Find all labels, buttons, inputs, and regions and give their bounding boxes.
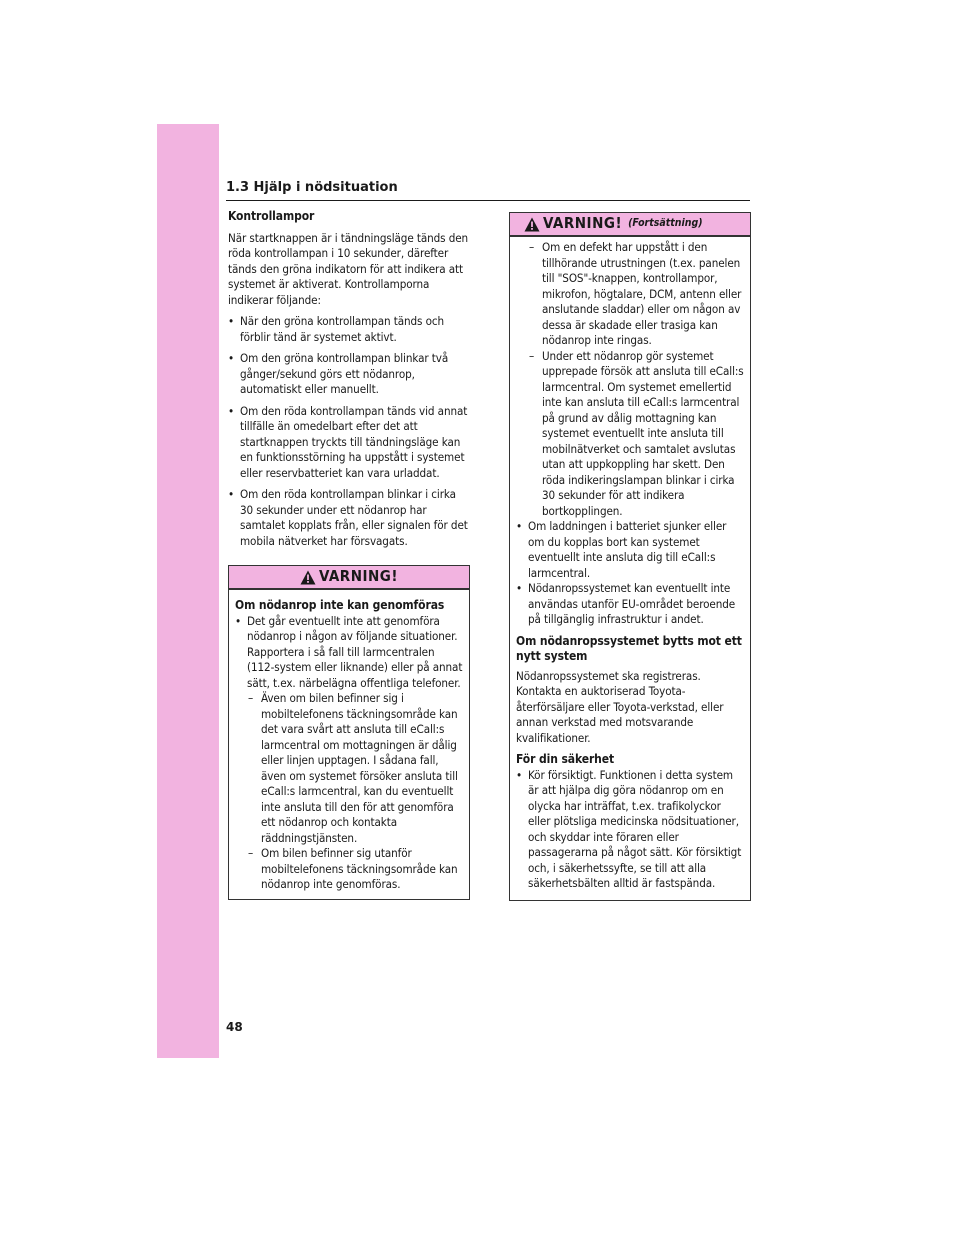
list-item: • Det går eventuellt inte att genomföra nödanrop i någon av följande situationer. Rapportera i så fall till larmcentralen (112-system eller liknande) eller på annat sätt, t.ex. närbelägna offentliga telefoner. <box>235 614 463 692</box>
list-item: • Om den röda kontrollampan blinkar i cirka 30 sekunder under ett nödanrop har samtalet kopplats från, eller signalen för det mobila nätverket har försvagats. <box>228 487 470 549</box>
list-item: • Kör försiktigt. Funktionen i detta system är att hjälpa dig göra nödanrop om en olycka har inträffat, t.ex. trafikolyckor eller plötsliga medicinska nödsituationer, och skyddar inte föraren eller passagerarna på något sätt. Kör försiktigt och, i säkerhetssyfte, se till att alla säkerhetsbälten alltid är fastspända. <box>516 768 744 892</box>
right-column <box>509 209 751 901</box>
warning-body <box>510 237 750 900</box>
warning-box <box>228 565 470 900</box>
warning-body <box>229 590 469 899</box>
replacement-heading: Om nödanropssystemet bytts mot ett nytt system <box>516 633 742 663</box>
warning-title: VARNING! <box>318 567 399 586</box>
intro-paragraph: När startknappen är i tändningsläge tänds den röda kontrollampan i 10 sekunder, därefter tänds den gröna indikatorn för att indikera att systemet är aktiverat. Kontrollamporna indikerar följande: <box>228 230 469 307</box>
list-item: • Om den gröna kontrollampan blinkar två gånger/sekund görs ett nödanrop, automatiskt eller manuellt. <box>228 351 470 398</box>
warning-header <box>229 566 469 590</box>
list-item: • Nödanropssystemet kan eventuellt inte användas utanför EU-området beroende på tillgänglig infrastruktur i andet. <box>516 581 744 628</box>
warning-triangle-icon <box>524 217 540 232</box>
warning-triangle-icon <box>300 570 316 585</box>
warning-subheading: Om nödanrop inte kan genomföras <box>235 598 445 612</box>
list-item: • Om laddningen i batteriet sjunker eller om du kopplas bort kan systemet eventuellt inte ansluta dig till eCall:s larmcentral. <box>516 519 744 581</box>
section-header: 1.3 Hjälp i nödsituation <box>226 180 750 201</box>
warning-header <box>510 213 750 237</box>
dash-item: – Även om bilen befinner sig i mobiltelefonens täckningsområde kan det vara svårt att ansluta till eCall:s larmcentral om mottagningen är dålig eller linjen upptagen. I sådana fall, även om systemet försöker ansluta till eCall:s larmcentral, kan du eventuellt inte ansluta till den för att genomföra ett nödanrop och kontakta räddningstjänsten. <box>235 691 463 846</box>
indicator-lamps-heading: Kontrollampor <box>228 209 315 223</box>
left-column <box>228 209 470 900</box>
replacement-paragraph: Nödanropssystemet ska registreras. Kontakta en auktoriserad Toyota-återförsäljare eller Toyota-verkstad, eller annan verkstad med motsvarande kvalifikationer. <box>516 668 724 745</box>
dash-item: – Om bilen befinner sig utanför mobiltelefonens täckningsområde kan nödanrop inte genomföras. <box>235 846 463 893</box>
warning-box-continued <box>509 212 751 901</box>
warning-title: VARNING! <box>543 214 623 233</box>
chapter-sidebar <box>157 124 219 1058</box>
dash-item: – Under ett nödanrop gör systemet upprepade försök att ansluta till eCall:s larmcentral. Om systemet emellertid inte kan ansluta till eCall:s larmcentral på grund av dålig mottagning kan systemet eventuellt inte ansluta till mobilnätverket och samtalet avslutas utan att uppkoppling har skett. Den röda indikeringslampan blinkar i cirka 30 sekunder för att indikera bortkopplingen. <box>516 349 744 520</box>
page-number: 48 <box>226 1020 243 1034</box>
continuation-label: (Fortsättning) <box>628 217 703 230</box>
list-item: • Om den röda kontrollampan tänds vid annat tillfälle än omedelbart efter det att startknappen tryckts till tändningsläge kan en funktionsstörning ha uppstått i systemet eller reservbatteriet kan vara urladdat. <box>228 404 470 482</box>
list-item: • När den gröna kontrollampan tänds och förblir tänd är systemet aktivt. <box>228 314 470 345</box>
dash-item: – Om en defekt har uppstått i den tillhörande utrustningen (t.ex. panelen till "SOS"-knappen, kontrollampor, mikrofon, högtalare, DCM, antenn eller anslutande sladdar) eller om någon av dessa är skadade eller trasiga kan nödanrop inte ringas. <box>516 240 744 349</box>
safety-heading: För din säkerhet <box>516 752 615 766</box>
